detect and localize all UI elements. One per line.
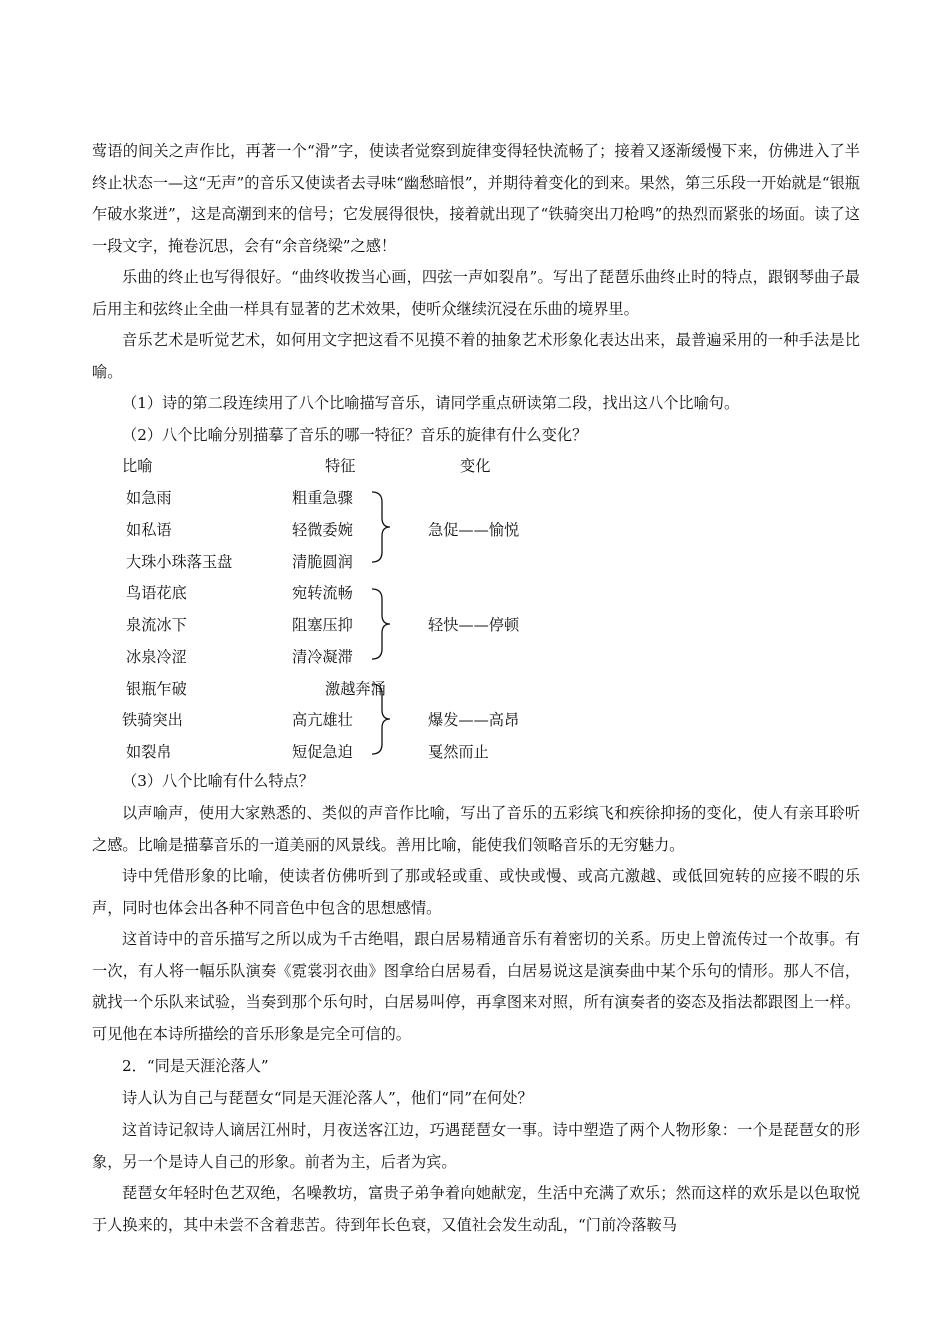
question-3: （3）八个比喻有什么特点？	[122, 772, 314, 790]
table-header-feature: 特征	[325, 457, 356, 475]
table-header-change: 变化	[460, 457, 491, 475]
table-header-metaphor: 比喻	[122, 457, 153, 475]
table-cell-change: 轻快——停顿	[428, 616, 520, 634]
table-cell-feature: 清冷凝滞	[292, 648, 353, 666]
table-cell-change: 爆发——高昂	[428, 711, 520, 729]
table-cell-metaphor: 如急雨	[126, 489, 172, 507]
table-cell-metaphor: 鸟语花底	[126, 584, 187, 602]
table-cell-metaphor: 泉流冰下	[126, 616, 187, 634]
table-cell-metaphor: 大珠小珠落玉盘	[126, 553, 233, 571]
paragraph-2: 乐曲的终止也写得很好。“曲终收拨当心画，四弦一声如裂帛”。写出了琵琶乐曲终止时的特点，跟钢琴曲子最后用主和弦终止全曲一样具有显著的艺术效果，使听众继续沉浸在乐曲的境界里。	[92, 268, 860, 318]
question-1: （1）诗的第二段连续用了八个比喻描写音乐，请同学重点研读第二段，找出这八个比喻句。	[122, 394, 740, 412]
table-cell-feature: 高亢雄壮	[292, 711, 353, 729]
right-brace-icon	[368, 587, 398, 661]
section-heading: 2．“同是天涯沦落人”	[122, 1057, 269, 1075]
question-2: （2）八个比喻分别描摹了音乐的哪一特征？音乐的旋律有什么变化？	[122, 426, 588, 444]
paragraph-5: 诗中凭借形象的比喻，使读者仿佛听到了那或轻或重、或快或慢、或高亢激越、或低回宛转的应接不暇的乐声，同时也体会出各种不同音色中包含的思想感情。	[92, 867, 860, 917]
table-cell-feature: 阻塞压抑	[292, 616, 353, 634]
table-cell-metaphor: 银瓶乍破	[126, 680, 187, 698]
table-cell-feature: 激越奔涌	[325, 680, 386, 698]
right-brace-icon	[368, 490, 398, 564]
table-cell-metaphor: 铁骑突出	[122, 711, 183, 729]
table-cell-feature: 轻微委婉	[292, 521, 353, 539]
table-cell-change: 急促——愉悦	[428, 521, 520, 539]
table-cell-metaphor: 如裂帛	[126, 743, 172, 761]
table-cell-feature: 宛转流畅	[292, 584, 353, 602]
paragraph-3: 音乐艺术是听觉艺术，如何用文字把这看不见摸不着的抽象艺术形象化表达出来，最普遍采用的一种手法是比喻。	[92, 331, 860, 381]
table-cell-metaphor: 如私语	[126, 521, 172, 539]
table-cell-feature: 短促急迫	[292, 743, 353, 761]
paragraph-4: 以声喻声，使用大家熟悉的、类似的声音作比喻，写出了音乐的五彩缤飞和疾徐抑扬的变化，使人有亲耳聆听之感。比喻是描摹音乐的一道美丽的风景线。善用比喻，能使我们领略音乐的无穷魅力。	[92, 804, 860, 854]
paragraph-9: 琵琶女年轻时色艺双绝，名噪教坊，富贵子弟争着向她献宠，生活中充满了欢乐；然而这样的欢乐是以色取悦于人换来的，其中未尝不含着悲苦。待到年长色衰，又值社会发生动乱，“门前冷落鞍马	[92, 1184, 860, 1234]
table-cell-metaphor: 冰泉冷涩	[126, 648, 187, 666]
paragraph-8: 这首诗记叙诗人谪居江州时，月夜送客江边，巧遇琵琶女一事。诗中塑造了两个人物形象：一个是琵琶女的形象，另一个是诗人自己的形象。前者为主，后者为宾。	[92, 1121, 860, 1171]
table-cell-feature: 清脆圆润	[292, 553, 353, 571]
paragraph-6: 这首诗中的音乐描写之所以成为千古绝唱，跟白居易精通音乐有着密切的关系。历史上曾流传过一个故事。有一次，有人将一幅乐队演奏《霓裳羽衣曲》图拿给白居易看，白居易说这是演奏曲中某个乐句的情形。那人不信，就找一个乐队来试验，当奏到那个乐句时，白居易叫停，再拿图来对照，所有演奏者的姿态及指法都跟图上一样。可见他在本诗所描绘的音乐形象是完全可信的。	[92, 930, 860, 1043]
paragraph-1: 莺语的间关之声作比，再著一个“滑”字，使读者觉察到旋律变得轻快流畅了；接着又逐渐缓慢下来，仿佛进入了半终止状态一—这“无声”的音乐又使读者去寻味“幽愁暗恨”，并期待着变化的到来。果然，第三乐段一开始就是“银瓶乍破水浆迸”，这是高潮到来的信号；它发展得很快，接着就出现了“铁骑突出刀枪鸣”的热烈而紧张的场面。读了这一段文字，掩卷沉思，会有“余音绕梁”之感！	[92, 142, 860, 255]
right-brace-icon	[368, 682, 398, 756]
paragraph-7: 诗人认为自己与琵琶女“同是天涯沦落人”，他们“同”在何处？	[122, 1089, 533, 1107]
table-cell-change: 戛然而止	[428, 743, 489, 761]
table-cell-feature: 粗重急骤	[292, 489, 353, 507]
